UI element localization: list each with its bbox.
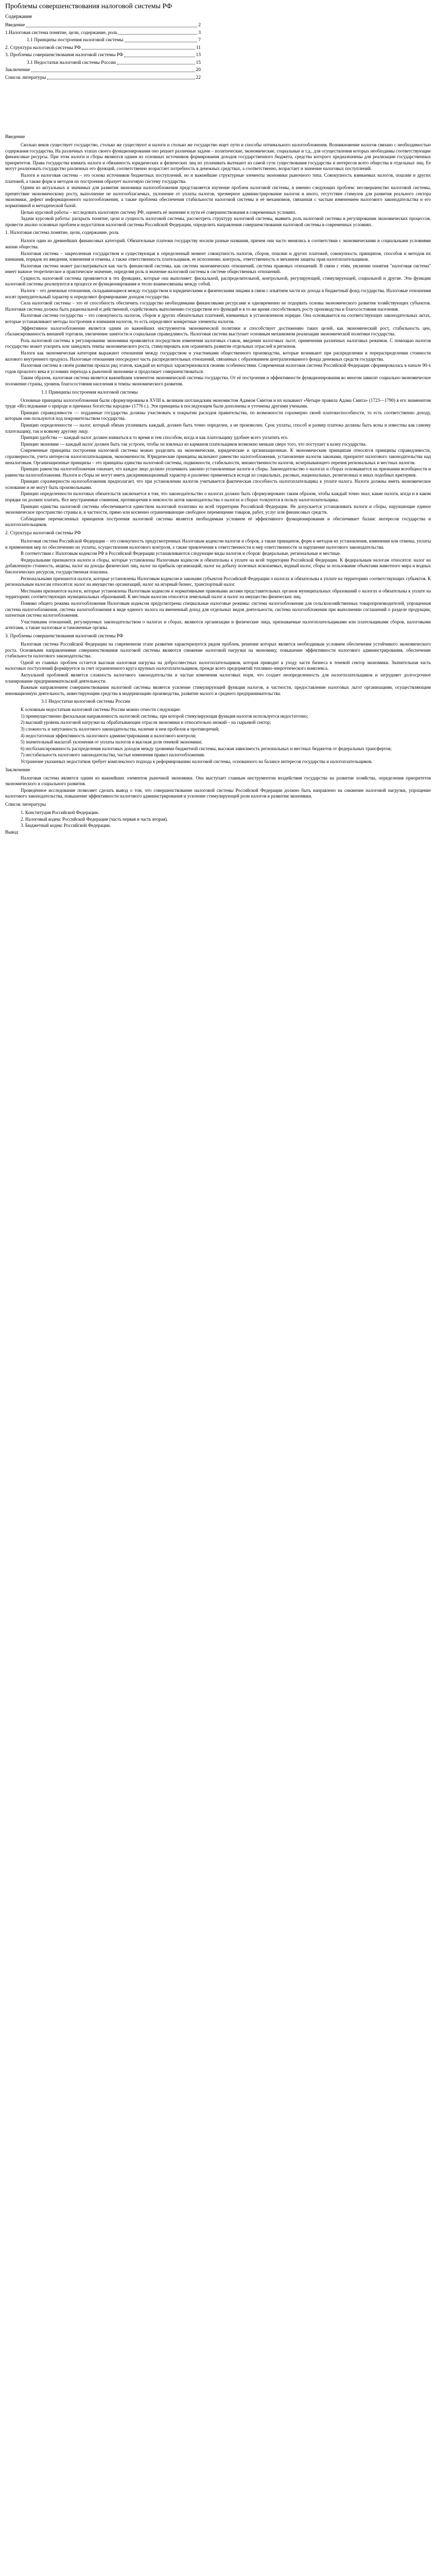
paragraph: К основным недостаткам налоговой системы России можно отнести следующие: — [21, 707, 181, 713]
paragraph: 3) сложность и запутанность налогового законодательства, наличие в нем пробелов и противоречий; — [21, 726, 220, 732]
paragraph: Сущность налоговой системы проявляется в тех функциях, которые она выполняет: фискальной, распределительной, контрольной, регулирующей, стимулирующей, социальной и другие. Эти функции налоговой системы реализуются в процессе ее функционирования и тесно взаимосвязаны между собой. — [5, 275, 431, 287]
paragraph: Основные принципы налогообложения были сформулированы в XVIII в. великим шотландским экономистом Адамом Смитом и их называют «Четыре правила Адама Смита» (1723—1790) в его знаменитом труде «Исследование о природе и причинах богатства народов» (1776 г.). Эти принципы в последующем были дополнены и уточнены другими учеными. — [5, 397, 431, 409]
toc-entry-page: 2 — [198, 23, 201, 28]
toc-entry-page: 11 — [196, 45, 201, 50]
paragraph: В соответствии с Налоговым кодексом РФ в Российской Федерации устанавливаются следующие виды налогов и сборов: федеральные, региональные и местные. — [21, 551, 341, 556]
toc-entry[interactable] — [5, 44, 201, 52]
paragraph: Соблюдение перечисленных принципов построения налоговой системы является необходимым условием её эффективного функционирования и обеспечивает баланс интересов государства и налогоплательщиков. — [5, 516, 431, 528]
reference-item: 1. Конституция Российской Федерации. — [21, 810, 99, 815]
paragraph: Налоговая система государства – это совокупность налогов, сборов и других обязательных платежей, взимаемых в установленном порядке. Она основывается на соответствующих законодательных актах, которые устанавливают методы построения и взимания налогов, то есть определяют конкретные элементы налогов. — [5, 313, 431, 325]
document-body — [5, 134, 431, 835]
section-heading: Список литературы — [5, 802, 46, 807]
toc-list — [5, 22, 201, 81]
toc-leader-dots — [118, 34, 197, 35]
paragraph: Налоговая система может рассматриваться как часть финансовой системы, как система экономических отношений, система правовых отношений. В связи с этим, уяснение понятия "налоговая система" имеет важное теоретическое и практическое значение, определяя роль и значение налоговой системы в системе общественных отношений. — [5, 263, 431, 275]
reference-item: 3. Бюджетный кодекс Российской Федерации. — [21, 823, 111, 828]
document-page — [0, 0, 436, 841]
paragraph: Роль налоговой системы в регулировании экономики проявляется посредством изменения налоговых ставок, введения налоговых льгот, применения различных налоговых режимов. С помощью налогов государство может ускорить или замедлить темпы экономического роста, стимулировать или ограничить развитие отдельных отраслей и регионов. — [5, 337, 431, 349]
section-chapter-1 — [5, 230, 431, 387]
section-chapter-1-1 — [5, 389, 431, 528]
paragraph: Сила налоговой системы – это её способность обеспечить государство необходимыми финансовыми ресурсами и одновременно не подорвать основы экономического развития хозяйствующих субъектов. Налоговая система должна быть рациональной и действенной, содействовать выполнению государством его функций и в то же время способствовать росту производства и благосостояния населения. — [5, 300, 431, 312]
toc-entry-label: 2. Структура налоговой системы РФ — [5, 45, 81, 50]
toc-entry[interactable] — [5, 66, 201, 74]
paragraph: 7) нестабильность налогового законодательства, частые изменения правил налогообложения. — [21, 752, 205, 758]
paragraph: Налоговая система Российской Федерации на современном этапе развития характеризуется рядом проблем, решение которых является необходимым условием обеспечения устойчивого экономического роста. Основными направлениями совершенствования налоговой системы являются снижение налоговой нагрузки на экономику, повышение эффективности налогового администрирования, обеспечение стабильности налогового законодательства. — [5, 641, 431, 659]
paragraph: Принцип определенности — налог, который обязан уплачивать каждый, должен быть точно определен, а не произволен. Срок уплаты, способ и размер платежа должны быть ясны и известны как самому плательщику, так и всякому другому лицу. — [5, 422, 431, 434]
toc-heading: Содержание — [5, 14, 32, 20]
toc-entry[interactable] — [5, 52, 201, 59]
toc-entry-page: 3 — [198, 30, 201, 36]
section-introduction — [5, 134, 431, 228]
toc-entry-label: 1.Налоговая система понятие, цели, содержание, роль — [5, 30, 118, 36]
paragraph: 6) несбалансированность распределения налоговых доходов между уровнями бюджетной системы, высокая зависимость региональных и местных бюджетов от федеральных трансфертов; — [21, 745, 392, 751]
paragraph: 2) высокий уровень налоговой нагрузки на обрабатывающие отрасли экономики и относительно низкий – на сырьевой сектор; — [21, 720, 271, 725]
paragraph: Налоговая система в своём развитии прошла ряд этапов, каждый из которых характеризовался своими особенностями. Современная налоговая система Российской Федерации сформировалась в начале 90-х годов прошлого века в условиях перехода к рыночной экономике и продолжает совершенствоваться. — [5, 363, 431, 374]
section-chapter-3-1 — [5, 699, 431, 765]
paragraph: Участниками отношений, регулируемых законодательством о налогах и сборах, являются организации и физические лица, признаваемые налогоплательщиками или плательщиками сборов, налоговыми агентами, а также налоговые и таможенные органы. — [5, 619, 431, 631]
paragraph: Принцип определенности налоговых обязательств заключается в том, что законодательство о налогах должно быть сформулировано таким образом, чтобы каждый точно знал, какие налоги, когда и в каком порядке он должен платить. Все неустранимые сомнения, противоречия и неясности актов законодательства о налогах и сборах толкуются в пользу налогоплательщика. — [5, 491, 431, 503]
section-chapter-2 — [5, 530, 431, 631]
section-heading: 3. Проблемы совершенствования налоговой системы РФ — [5, 633, 124, 639]
paragraph: 5) значительный масштаб уклонения от уплаты налогов и высокая доля теневой экономики; — [21, 739, 202, 745]
paragraph: Налоги как экономическая категория выражают отношения между государством и участниками общественного производства, которые возникают при распределении и перераспределении стоимости валового внутреннего продукта. Налоговые отношения опосредуют часть распределительных отношений, связанных с образованием централизованного фонда денежных средств государства. — [5, 350, 431, 362]
paragraph: 4) недостаточная эффективность налогового администрирования и налогового контроля; — [21, 733, 196, 738]
section-heading: Заключение — [5, 767, 30, 773]
section-heading: 1.1 Принципы построения налоговой системы — [41, 389, 138, 395]
paragraph: Важным направлением совершенствования налоговой системы является усиление стимулирующей функции налогов, в частности, предоставление налоговых льгот организациям, осуществляющим инновационную деятельность, инвестирующим средства в модернизацию производства, развитие малого и среднего предпринимательства. — [5, 685, 431, 696]
paragraph: Актуальной проблемой является сложность налогового законодательства и частые изменения налоговых норм, что создает неопределенность для налогоплательщиков и затрудняет долгосрочное планирование предпринимательской деятельности. — [5, 672, 431, 684]
toc-entry-label: 3.1 Недостатки налоговой системы России — [27, 60, 116, 65]
paragraph: Одной из главных проблем остается высокая налоговая нагрузка на добросовестных налогоплательщиков, которая приводит к уходу части бизнеса в теневой сектор экономики. Значительная часть налоговых поступлений формируется за счет ограниченного круга крупных налогоплательщиков, прежде всего предприятий топливно-энергетического комплекса. — [5, 659, 431, 671]
paragraph: Эффективное налогообложение является одним из важнейших инструментов экономической политики и способствует достижению таких целей, как экономический рост, стабильность цен, сбалансированность внешней торговли, увеличение занятости и социальная справедливость. Налоговая система выступает основным механизмом реализации экономической политики государства. — [5, 325, 431, 337]
paragraph: Налоговая система является одним из важнейших элементов рыночной экономики. Она выступает главным инструментом воздействия государства на развитие хозяйства, определения приоритетов экономического и социального развития. — [5, 775, 431, 787]
paragraph: Принцип равенства налогообложения означает, что каждое лицо должно уплачивать законно установленные налоги и сборы. Законодательство о налогах и сборах основывается на признании всеобщности и равенства налогообложения. Налоги и сборы не могут иметь дискриминационный характер и различно применяться исходя из социальных, расовых, национальных, религиозных и иных подобных критериев. — [5, 466, 431, 478]
paragraph: Местными признаются налоги, которые установлены Налоговым кодексом и нормативными правовыми актами представительных органов муниципальных образований о налогах и обязательны к уплате на территориях соответствующих муниципальных образований. К местным налогам относятся земельный налог и налог на имущество физических лиц. — [5, 588, 431, 600]
paragraph: Налоговая система Российской Федерации – это совокупность предусмотренных Налоговым кодексом налогов и сборов, а также принципов, форм и методов их установления, изменения или отмены, уплаты и применения мер по обеспечению их уплаты, осуществления налогового контроля, а также привлечения к ответственности и мер ответственности за нарушение налогового законодательства. — [5, 538, 431, 550]
section-conclusion — [5, 767, 431, 800]
section-heading: Введение — [5, 134, 25, 140]
paragraph: Помимо общего режима налогообложения Налоговым кодексом предусмотрены специальные налоговые режимы: система налогообложения для сельскохозяйственных товаропроизводителей, упрощенная система налогообложения, система налогообложения в виде единого налога на вмененный доход для отдельных видов деятельности, система налогообложения при выполнении соглашений о разделе продукции, патентная система налогообложения. — [5, 600, 431, 618]
paragraph: Сколько веков существует государство, столько же существуют и налоги и столько же государство ищет пути и способы оптимального налогообложения. Возникновение налогов связано с необходимостью содержания государства. На различных этапах своего функционирования оно решает различные задачи – политические, экономические, социальные и т.д., для осуществления которых необходимы соответствующие финансовые ресурсы. При этом налоги и сборы являются одним из основных источников формирования доходов государственного бюджета, средства которого предназначены для реализации государственных приоритетов. Права государства взимать налоги и обязанность юридических и физических лиц их уплачивать вытекают из самой сути существования государства и интересов всего общества в отдельных лиц. Ее могут реализовать государство различных его функций, соответственно возрастает потребность в денежных средствах, а соответственно, возрастает и значение налоговых поступлений. — [5, 142, 431, 172]
toc-entry[interactable] — [5, 59, 201, 67]
toc-entry[interactable] — [5, 22, 201, 29]
section-heading: 3.1 Недостатки налоговой системы России — [41, 699, 130, 705]
paragraph: Проведённое исследование позволяет сделать вывод о том, что совершенствование налоговой системы Российской Федерации должно быть направлено на снижение налоговой нагрузки, упрощение налогового законодательства, повышение эффективности налогового администрирования и усиление стимулирующей роли налогов в развитии экономики. — [5, 787, 431, 799]
paragraph: Налоги и налоговая система – это основа источников бюджетных поступлений, но и важнейшие структурные элементы экономики рыночного типа. Совокупность взимаемых налогов, пошлин и других платежей, а также форм и методов их построения образует налоговую систему государства. — [5, 172, 431, 184]
final-word: Вывод — [5, 829, 19, 835]
toc-entry-page: 7 — [198, 38, 201, 43]
paragraph: Налоги – это денежные отношения, складывающиеся между государством и юридическими и физическими лицами в связи с изъятием части их дохода в бюджетный фонд государства. Налоговые отношения носят принудительный характер и определяют формирование доходов государства. — [5, 288, 431, 299]
paragraph: Таким образом, налоговая система является важнейшим элементом экономической системы государства. От её построения и эффективности функционирования во многом зависит социально-экономическое положение страны, уровень благосостояния населения и темпы экономического развития. — [5, 375, 431, 386]
paragraph: Налоговая система – закрепленная государством и существующая в определенный момент совокупность налогов, сборов, пошлин и других платежей, совокупность принципов, способов и методов их взимания, порядок их введения, изменения и отмены, а также ответственность плательщиков, ее исполнение, контроль, ответственность и механизм защиты прав налогоплательщиков. — [5, 250, 431, 262]
toc-entry[interactable] — [5, 74, 201, 82]
document-title: Проблемы совершенствования налоговой системы РФ — [5, 3, 172, 10]
paragraph: Принцип единства налоговой системы обеспечивается единством налоговой политики на всей территории Российской Федерации. Не допускается устанавливать налоги и сборы, нарушающие единое экономическое пространство страны и, в частности, прямо или косвенно ограничивающие свободное перемещение товаров, работ, услуг или финансовых средств. — [5, 503, 431, 515]
paragraph: Одним из актуальных и значимых для развития экономики налогообложения представляется изучение проблем налоговой системы, в именно следующих проблем: несовершенство налоговой системы, препятствие экономическому росту, выполнение не налогооблагаемых, уклонение от уплаты налогов, чрезмерное администрирование налогов и иного, отсутствие стимулов для развития реального сектора экономики, дефект информационного налогообложения, а также проблема обеспечения стабильности налоговой системы и её механизмов, связанная с частым изменением налогового законодательства и его нормативной и методической базой. — [5, 185, 431, 208]
paragraph: Целью курсовой работы – исследовать налоговую систему РФ, оценить её значение и пути её совершенствования в современных условиях. — [21, 209, 297, 215]
toc-entry-label: 3. Проблемы совершенствования налоговой системы РФ — [5, 53, 124, 58]
toc-entry[interactable] — [5, 37, 201, 44]
toc-entry-label: Список литературы — [5, 75, 46, 80]
reference-item: 2. Налоговый кодекс Российской Федерации (часть первая и часть вторая). — [21, 816, 168, 822]
paragraph: Принцип экономии — каждый налог должен быть так устроен, чтобы он извлекал из карманов плательщиков возможно меньше сверх того, что поступает в казну государства. — [21, 441, 367, 447]
paragraph: Налоги один из древнейших финансовых категорий. Обязательные платежи государству носили разные названия, причем они часто менялись в соответствии с экономическими и социальными условиями жизни общества. — [5, 238, 431, 249]
toc-entry-label: Заключение — [5, 67, 30, 73]
paragraph: Федеральными признаются налоги и сборы, которые установлены Налоговым кодексом и обязательны к уплате на всей территории Российской Федерации. К федеральным налогам относятся: налог на добавленную стоимость, акцизы, налог на доходы физических лиц, налог на прибыль организаций, налог на добычу полезных ископаемых, водный налог, сборы за пользование объектами животного мира и водных биологических ресурсов, государственная пошлина. — [5, 557, 431, 574]
paragraph: Устранение указанных недостатков требует комплексного подхода к реформированию налоговой системы, основанного на балансе интересов государства и налогоплательщиков. — [21, 759, 373, 765]
paragraph: Региональными признаются налоги, которые установлены Налоговым кодексом и законами субъектов Российской Федерации о налогах и обязательны к уплате на территориях соответствующих субъектов. К региональным налогам относятся: налог на имущество организаций, налог на игорный бизнес, транспортный налог. — [5, 575, 431, 587]
section-chapter-3 — [5, 633, 431, 697]
toc-entry-page: 15 — [196, 60, 201, 65]
toc-entry-page: 22 — [196, 75, 201, 80]
paragraph: Принцип справедливости — подданные государства должны участвовать в покрытии расходов правительства, по возможности соразмерно своей платежеспособности, то есть соответственно доходу, которым они пользуются под покровительством государства. — [5, 410, 431, 421]
toc-entry-page: 13 — [196, 53, 201, 58]
toc-entry-label: Введение — [5, 23, 25, 28]
toc-entry[interactable] — [5, 29, 201, 37]
table-of-contents — [5, 13, 431, 81]
paragraph: Современные принципы построения налоговой системы можно разделить на экономические, юридические и организационные. К экономическим принципам относятся принципы справедливости, соразмерности, учета интересов налогоплательщиков, экономичности. Юридические принципы включают равенство налогообложения, установление налогов законами, приоритет налогового законодательства над неналоговым. Организационные принципы – это принципы единства налоговой системы, подвижности, стабильности, множественности налогов, исчерпывающего перечня региональных и местных налогов. — [5, 448, 431, 465]
toc-entry-page: 20 — [196, 67, 201, 73]
section-heading: 1. Налоговая система понятие, цели, содержание, роль — [5, 230, 119, 236]
paragraph: Задачи курсовой работы: раскрыть понятие, цели и сущность налоговой системы, рассмотреть структуру налоговой системы, выявить роль налоговой системы в регулировании экономических процессов, провести анализ основных проблем и недостатков налоговой системы Российской Федерации, определить направления совершенствования налоговой системы в современных условиях. — [5, 216, 431, 227]
paragraph: 1) преимущественно фискальная направленность налоговой системы, при которой стимулирующая функция налогов используется недостаточно; — [21, 713, 308, 719]
toc-entry-label: 1.1 Принципы построения налоговой системы — [27, 38, 124, 43]
paragraph: Принцип удобства — каждый налог должен взиматься в то время и тем способом, когда и как плательщику удобнее всего уплатить его. — [21, 435, 289, 440]
page-break-space — [5, 86, 431, 132]
section-heading: 2. Структура налоговой системы РФ — [5, 531, 81, 536]
paragraph: Принцип соразмерности налогообложения предполагает, что при установлении налогов учитывается фактическая способность налогоплательщика к уплате налога. Налоги должны иметь экономическое основание и не могут быть произвольными. — [5, 479, 431, 490]
section-references — [5, 802, 431, 829]
